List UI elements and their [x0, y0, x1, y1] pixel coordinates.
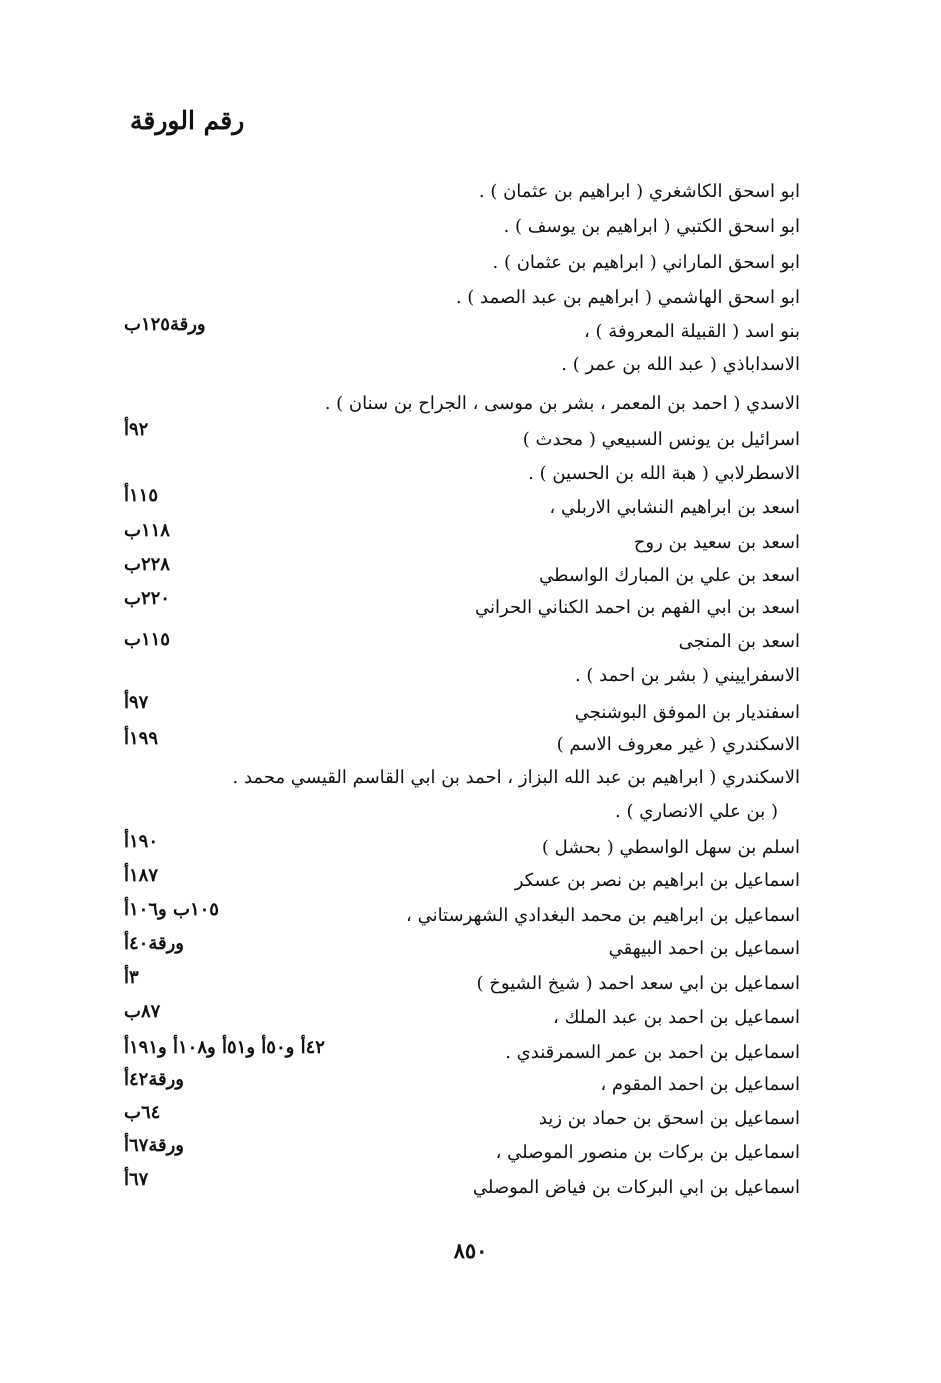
- folio-reference: ٩٧أ: [124, 692, 149, 713]
- folio-reference: ٨٧ب: [124, 1001, 161, 1022]
- folio-reference: ١٨٧أ: [124, 865, 159, 886]
- index-entry: اسماعيل بن بركات بن منصور الموصلي ،: [495, 1142, 800, 1163]
- folio-reference: ١١٥ب: [124, 629, 170, 650]
- index-entry: الاسداباذي ( عبد الله بن عمر ) .: [561, 354, 800, 375]
- index-entry: ابو اسحق الهاشمي ( ابراهيم بن عبد الصمد ) .: [455, 287, 800, 308]
- index-entry: اسماعيل بن احمد بن عمر السمرقندي .: [505, 1042, 800, 1063]
- index-entry: الاسطرلابي ( هبة الله بن الحسين ) .: [528, 463, 800, 484]
- index-entry: اسماعيل بن اسحق بن حماد بن زيد: [538, 1108, 800, 1129]
- index-entry: اسماعيل بن احمد البيهقي: [608, 938, 800, 959]
- page-number: ٨٥٠: [453, 1238, 488, 1263]
- index-entry: اسعد بن علي بن المبارك الواسطي: [539, 565, 800, 586]
- folio-reference: ورقة٤٠أ: [124, 933, 184, 954]
- index-entry: ابو اسحق الكاشغري ( ابراهيم بن عثمان ) .: [478, 181, 800, 202]
- index-entry: اسماعيل بن ابي البركات بن فياض الموصلي: [472, 1177, 800, 1198]
- index-entry: الاسفراييني ( بشر بن احمد ) .: [574, 665, 800, 686]
- folio-reference: ٣أ: [124, 967, 139, 988]
- index-entry: بنو اسد ( القبيلة المعروفة ) ،: [584, 321, 800, 342]
- index-entry: ابو اسحق الكتبي ( ابراهيم بن يوسف ) .: [503, 216, 800, 237]
- index-entry: اسعد بن ابراهيم النشابي الاربلي ،: [549, 497, 800, 518]
- index-entry: اسماعيل بن ابراهيم بن محمد البغدادي الشهرستاني ،: [406, 905, 800, 926]
- index-entry: اسماعيل بن احمد بن عبد الملك ،: [553, 1007, 800, 1028]
- index-entry: اسعد بن ابي الفهم بن احمد الكناني الحراني: [475, 597, 800, 618]
- index-entry: ابو اسحق الماراني ( ابراهيم بن عثمان ) .: [492, 252, 800, 273]
- folio-reference: ١٠٥ب و١٠٦أ: [124, 899, 219, 920]
- folio-reference: ١٩٠أ: [124, 831, 159, 852]
- index-entry: اسماعيل بن احمد المقوم ،: [600, 1074, 800, 1095]
- folio-reference: ورقة١٢٥ب: [124, 314, 206, 335]
- index-entry: اسفنديار بن الموفق البوشنجي: [574, 702, 800, 723]
- folio-reference: ٩٢أ: [124, 419, 149, 440]
- folio-reference: ١١٥أ: [124, 485, 159, 506]
- column-header: رقم الورقة: [130, 106, 245, 135]
- folio-reference: ورقة٦٧أ: [124, 1135, 184, 1156]
- folio-reference: ٤٢أ و٥٠أ و٥١أ و١٠٨أ و١٩١أ: [124, 1037, 325, 1058]
- folio-reference: ٦٤ب: [124, 1102, 161, 1123]
- index-entry: اسعد بن المنجى: [678, 631, 800, 652]
- index-entry: اسرائيل بن يونس السبيعي ( محدث ): [522, 429, 800, 450]
- folio-reference: ١١٨ب: [124, 520, 170, 541]
- index-entry: الاسكندري ( ابراهيم بن عبد الله البزاز ، احمد بن ابي القاسم القيسي محمد .: [232, 767, 800, 788]
- folio-reference: ٦٧أ: [124, 1169, 149, 1190]
- index-entry: اسماعيل بن ابراهيم بن نصر بن عسكر: [514, 870, 800, 891]
- index-entry: الاسدي ( احمد بن المعمر ، بشر بن موسى ، الجراح بن سنان ) .: [324, 393, 800, 414]
- folio-reference: ١٩٩أ: [124, 728, 159, 749]
- index-entry: الاسكندري ( غير معروف الاسم ): [556, 734, 800, 755]
- index-entry: ( بن علي الانصاري ) .: [615, 801, 778, 822]
- index-entry: اسماعيل بن ابي سعد احمد ( شيخ الشيوخ ): [476, 973, 800, 994]
- index-entry: اسعد بن سعيد بن روح: [633, 532, 800, 553]
- folio-reference: ٢٢٠ب: [124, 588, 170, 609]
- folio-reference: ورقة٤٢أ: [124, 1069, 184, 1090]
- index-entry: اسلم بن سهل الواسطي ( بحشل ): [541, 837, 800, 858]
- folio-reference: ٢٢٨ب: [124, 554, 170, 575]
